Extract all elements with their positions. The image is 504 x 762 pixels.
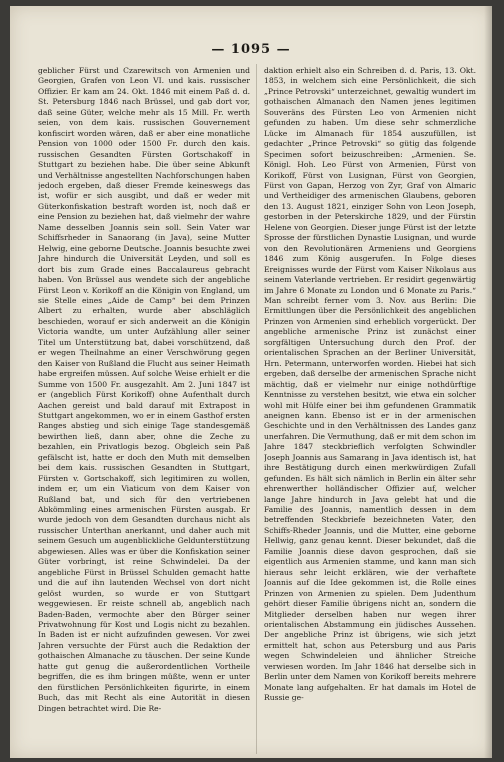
book-page [10, 6, 492, 758]
right-column-text: daktion erhielt also ein Schreiben d. d. Paris, 13. Okt. 1853, in welchem sich eine Persönlichkeit, die sich „Prince Petrovski“ unterzeichnet, gewaltig wundert im gothaischen Almanach den Namen jenes legitimen Souveräns des Fürsten Leo von Armenien nicht gefunden zu haben. Um diese sehr schmerzliche Lücke im Almanach für 1854 auszufüllen, ist gedachter „Prince Petrovski“ so gütig das folgende Specimen sofort beizuschreiben: „Armenien. Se. Königl. Hoh. Leo Fürst von Armenien, Fürst von Korikoff, Fürst von Lusignan, Fürst von Georgien, Fürst von Gapan, Herzog von Zyr, Graf von Almaric und Vertheidiger des armenischen Glaubens, geboren den 13. August 1821, einziger Sohn von Leon Joseph, gestorben in der Peterskirche 1829, und der Fürstin Helene von Georgien. Dieser junge Fürst ist der letzte Sprosse der fürstlichen Dynastie Lusignan, und wurde von den Revolutionären Armeniens und Georgiens 1846 zum König ausgerufen. In Folge dieses Ereignisses wurde der Fürst vom Kaiser Nikolaus aus seinem Vaterlande vertrieben. Er residirt gegenwärtig im Jahre 6 Monate zu London und 6 Monate zu Paris.“ Man schreibt ferner vom 3. Nov. aus Berlin: Die Ermittlungen über die Persönlichkeit des angeblichen Prinzen von Armenien sind erheblich vorgerückt. Der angebliche armenische Prinz ist zunächst einer sorgfältigen Untersuchung durch den Prof. der orientalischen Sprachen an der Berliner Universität, Hrn. Petermann, unterworfen worden. Hiebei hat sich ergeben, daß derselbe der armenischen Sprache nicht mächtig, daß er vielmehr nur einige nothdürftige Kenntnisse zu verstehen besitzt, wie etwa ein solcher wohl mit Hülfe einer bei ihm gefundenen Grammatik aneignen kann. Ebenso ist er in der armenischen Geschichte und in den Verhältnissen des Landes ganz unerfahren. Die Vermuthung, daß er mit dem schon im Jahre 1847 steckbrieflich verfolgten Schwindler Joseph Joannis aus Samarang in Java identisch ist, hat ihre Bestätigung durch einen merkwürdigen Zufall gefunden. Es hält sich nämlich in Berlin ein älter sehr ehrenwerther holländischer Offizier auf, welcher lange Jahre hindurch in Java gelebt hat und die Familie des Joannis, namentlich dessen in dem betreffenden Steckbriefe bezeichneten Vater, den Schiffs-Rheder Joannis, und die Mutter, eine geborne Hellwig, ganz genau kennt. Dieser bekundet, daß die Familie Joannis diese davon gesprochen, daß sie eigentlich aus Armenien stamme, und kann man sich hieraus sehr leicht erklären, wie der verhaftete Joannis auf die Idee gekommen ist, die Rolle eines Prinzen von Armenien zu spielen. Dem Judenthum gehört dieser Familie übrigens nicht an, sondern die Mitglieder derselben haben nur wegen ihrer orientalischen Abstammung ein jüdisches Aussehen. Der angebliche Prinz ist übrigens, wie sich jetzt ermittelt hat, schon aus Petersburg und aus Paris wegen Schwindeleien und ähnlicher Streiche verwiesen worden. Im Jahr 1846 hat derselbe sich in Berlin unter dem Namen von Korikoff bereits mehrere Monate lang aufgehalten. Er hat damals im Hotel de Russie ge- [264, 66, 476, 703]
page-edge-shadow [484, 6, 492, 758]
page-header: — 1095 — [211, 42, 291, 57]
column-divider [256, 64, 257, 754]
left-column-text: geblicher Fürst und Czarewitsch von Armenien und Georgien, Grafen von Leon VI. und kais. russischer Offizier. Er kam am 24. Okt. 1846 mit einem Paß d. d. St. Petersburg 1846 nach Brüssel, und gab dort vor, daß seine Güter, welche mehr als 15 Mill. Fr. werth seien, von dem kais. russischen Gouvernement konfiscirt worden wären, daß er aber eine monatliche Pension von 1000 oder 1500 Fr. durch den kais. russischen Gesandten Fürsten Gortschakoff in Stuttgart zu beziehen habe. Die über seine Abkunft und Verhältnisse angestellten Nachforschungen haben jedoch ergeben, daß dieser Fremde keineswegs das ist, wofür er sich ausgibt, und daß er weder mit Güterkonfiskation bestraft worden ist, noch daß er eine Pension zu beziehen hat, daß vielmehr der wahre Name desselben Joannis sein soll. Sein Vater war Schiffsrheder in Sanaorang (in Java), seine Mutter Helwig, eine geborne Deutsche. Joannis besuchte zwei Jahre hindurch die Universität Leyden, und soll es dort bis zum Grade eines Baccalaureus gebracht haben. Von Brüssel aus wendete sich der angebliche Fürst Leon v. Korikoff an die Königin von England, um sie Stelle eines „Aide de Camp“ bei dem Prinzen Albert zu erhalten, wurde aber abschläglich beschieden, worauf er sich anderweit an die Königin Victoria wandte, um unter Aufzählung aller seiner Titel um Unterstützung bat, dabei vorschützend, daß er wegen Theilnahme an einer Verschwörung gegen den Kaiser von Rußland die Flucht aus seiner Heimath habe ergreifen müssen. Auf solche Weise erhielt er die Summe von 1500 Fr. ausgezahlt. Am 2. Juni 1847 ist er (angeblich Fürst Korikoff) ohne Aufenthalt durch Aachen gereist und bald darauf mit Extrapost in Stuttgart angekommen, wo er in einem Gasthof ersten Ranges abstieg und sich einige Tage standesgemäß bewirthen ließ, dann aber, ohne die Zeche zu bezahlen, ein Privatlogis bezog. Obgleich sein Paß gefälscht ist, hatte er doch den Muth mit demselben bei dem kais. russischen Gesandten in Stuttgart, Fürsten v. Gortschakoff, sich legitimiren zu wollen, indem er, um ein Viaticum von dem Kaiser von Rußland bat, und sich für den vertriebenen Abkömmling eines armenischen Fürsten ausgab. Er wurde jedoch von dem Gesandten durchaus nicht als russischer Unterthan anerkannt, und daher auch mit seinem Gesuch um augenblickliche Geldunterstützung abgewiesen. Alles was er über die Konfiskation seiner Güter vorbringt, ist reine Schwindelei. Da der angebliche Fürst in Brüssel Schulden gemacht hatte und die auf ihn lautenden Wechsel von dort nicht gelöst wurden, so wurde er von Stuttgart weggewiesen. Er reiste schnell ab, angeblich nach Baden-Baden, vermochte aber den Bürger seiner Privatwohnung für Kost und Logis nicht zu bezahlen. In Baden ist er nicht aufzufinden gewesen. Vor zwei Jahren versuchte der Fürst auch die Redaktion der gothaischen Almanache zu täuschen. Der seine Kunde hatte gut genug die außerordentlichen Vortheile begriffen, die es ihm bringen müßte, wenn er unter den fürstlichen Persönlichkeiten figurirte, in einem Buch, das mit Recht als eine Autorität in diesen Dingen betrachtet wird. Die Re- [38, 66, 250, 713]
